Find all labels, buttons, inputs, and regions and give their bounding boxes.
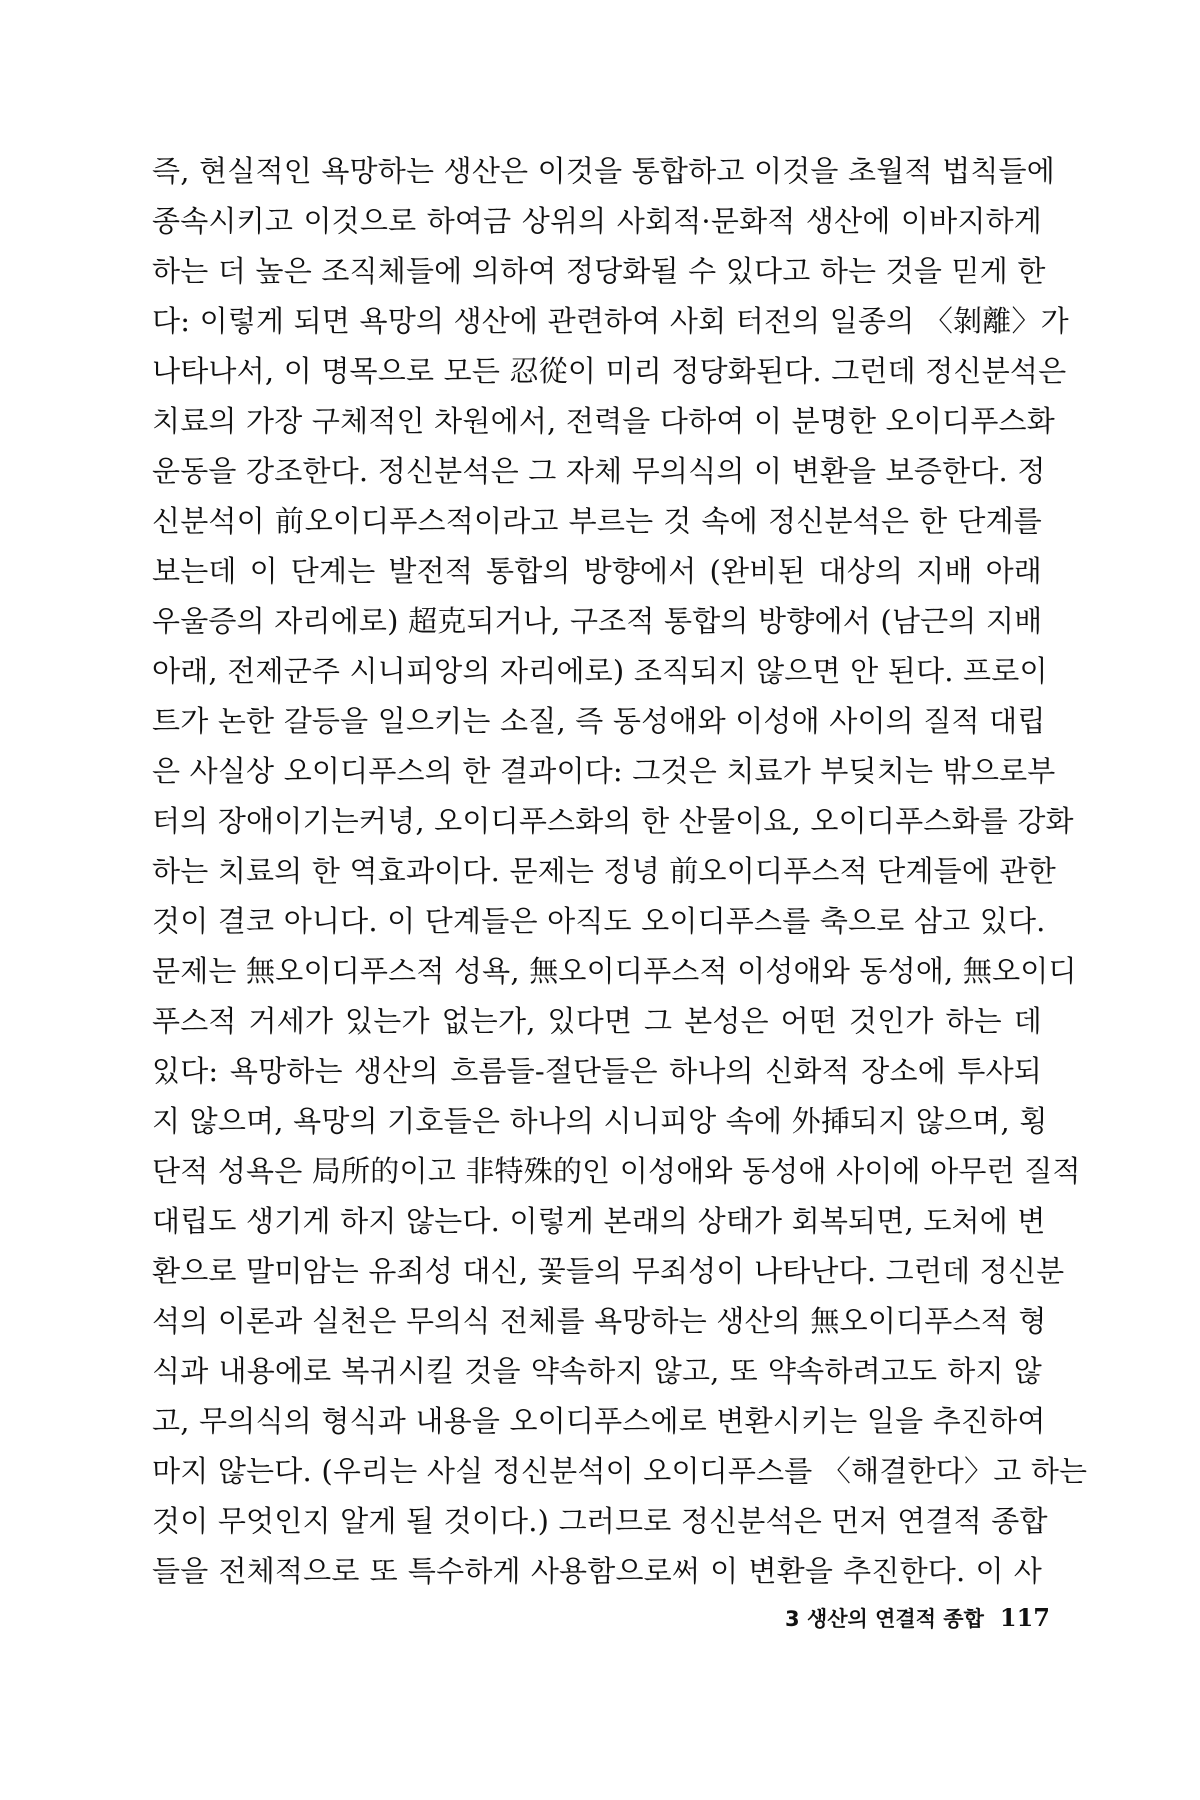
text-line: 식과 내용에로 복귀시킬 것을 약속하지 않고, 또 약속하려고도 하지 않: [152, 1354, 1042, 1388]
text-line: 우울증의 자리에로) 超克되거나, 구조적 통합의 방향에서 (남근의 지배: [152, 604, 1043, 638]
text-line: 신분석이 前오이디푸스적이라고 부르는 것 속에 정신분석은 한 단계를: [152, 504, 1042, 538]
text-line: 즉, 현실적인 욕망하는 생산은 이것을 통합하고 이것을 초월적 법칙들에: [152, 154, 1055, 188]
page-number: 117: [999, 1603, 1050, 1632]
text-line: 문제는 無오이디푸스적 성욕, 無오이디푸스적 이성애와 동성애, 無오이디: [152, 954, 1077, 988]
page-footer: [716, 1603, 1050, 1643]
running-title: 3 생산의 연결적 종합: [785, 1607, 984, 1631]
text-line: 들을 전체적으로 또 특수하게 사용함으로써 이 변환을 추진한다. 이 사: [152, 1554, 1042, 1588]
text-line: 고, 무의식의 형식과 내용을 오이디푸스에로 변환시키는 일을 추진하여: [152, 1404, 1046, 1438]
text-line: 것이 결코 아니다. 이 단계들은 아직도 오이디푸스를 축으로 삼고 있다.: [152, 904, 1046, 938]
text-line: 것이 무엇인지 알게 될 것이다.) 그러므로 정신분석은 먼저 연결적 종합: [152, 1504, 1048, 1538]
text-line: 단적 성욕은 局所的이고 非特殊的인 이성애와 동성애 사이에 아무런 질적: [152, 1154, 1081, 1188]
text-line: 트가 논한 갈등을 일으키는 소질, 즉 동성애와 이성애 사이의 질적 대립: [152, 704, 1046, 738]
body-text: [152, 146, 1088, 1596]
text-line: 있다: 욕망하는 생산의 흐름들-절단들은 하나의 신화적 장소에 투사되: [152, 1054, 1042, 1088]
text-line: 대립도 생기게 하지 않는다. 이렇게 본래의 상태가 회복되면, 도처에 변: [152, 1204, 1046, 1238]
text-line: 다: 이렇게 되면 욕망의 생산에 관련하여 사회 터전의 일종의 〈剝離〉가: [152, 304, 1069, 338]
text-line: 터의 장애이기는커녕, 오이디푸스화의 한 산물이요, 오이디푸스화를 강화: [152, 804, 1074, 838]
text-line: 마지 않는다. (우리는 사실 정신분석이 오이디푸스를 〈해결한다〉고 하는: [152, 1454, 1088, 1488]
text-line: 하는 치료의 한 역효과이다. 문제는 정녕 前오이디푸스적 단계들에 관한: [152, 854, 1056, 888]
text-line: 보는데 이 단계는 발전적 통합의 방향에서 (완비된 대상의 지배 아래: [152, 554, 1042, 588]
text-line: 하는 더 높은 조직체들에 의하여 정당화될 수 있다고 하는 것을 믿게 한: [152, 254, 1046, 288]
text-line: 아래, 전제군주 시니피앙의 자리에로) 조직되지 않으면 안 된다. 프로이: [152, 654, 1048, 688]
text-line: 지 않으며, 욕망의 기호들은 하나의 시니피앙 속에 外揷되지 않으며, 횡: [152, 1104, 1048, 1138]
text-line: 환으로 말미암는 유죄성 대신, 꽃들의 무죄성이 나타난다. 그런데 정신분: [152, 1254, 1065, 1288]
text-line: 푸스적 거세가 있는가 없는가, 있다면 그 본성은 어떤 것인가 하는 데: [152, 1004, 1042, 1038]
text-line: 운동을 강조한다. 정신분석은 그 자체 무의식의 이 변환을 보증한다. 정: [152, 454, 1046, 488]
text-line: 나타나서, 이 명목으로 모든 忍從이 미리 정당화된다. 그런데 정신분석은: [152, 354, 1067, 388]
text-line: 은 사실상 오이디푸스의 한 결과이다: 그것은 치료가 부딪치는 밖으로부: [152, 754, 1056, 788]
text-line: 석의 이론과 실천은 무의식 전체를 욕망하는 생산의 無오이디푸스적 형: [152, 1304, 1047, 1338]
text-line: 종속시키고 이것으로 하여금 상위의 사회적·문화적 생산에 이바지하게: [152, 204, 1042, 238]
text-line: 치료의 가장 구체적인 차원에서, 전력을 다하여 이 분명한 오이디푸스화: [152, 404, 1055, 438]
